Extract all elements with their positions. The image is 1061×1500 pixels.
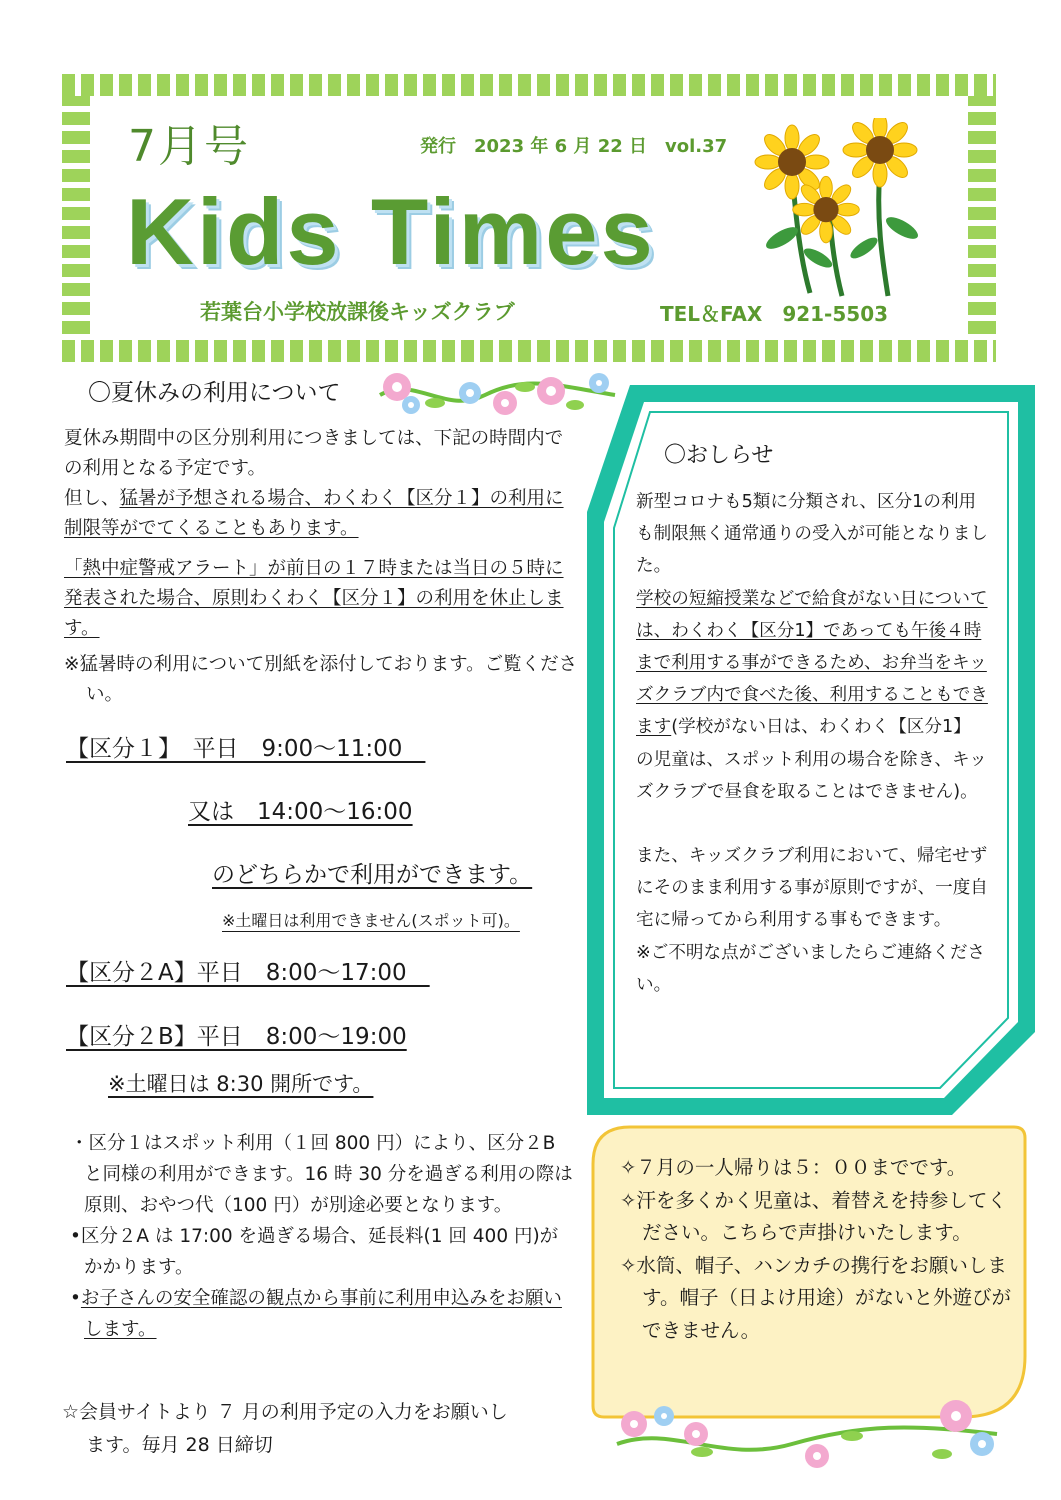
club-name: 若葉台小学校放課後キッズクラブ bbox=[200, 300, 515, 324]
schedule-k1-alt: 又は 14:00～16:00 bbox=[188, 799, 413, 825]
summer-warning bbox=[64, 484, 576, 544]
heat-note: ※猛暑時の利用について別紙を添付しております。ご覧ください。 bbox=[64, 654, 578, 705]
notice-lunch: 学校の短縮授業などで給食がない日については、わくわく【区分1】であっても午後４時まで利用する事ができるため、お弁当をキッズクラブ内で食べた後、利用することもできます(学校がない日は、わくわく【区分1】の児童は、スポット利用の場合を除き、キッズクラブで昼食を取ることはできません)。 bbox=[636, 588, 988, 802]
notice-covid: 新型コロナも5類に分類され、区分1の利用も制限無く通常通りの受入が可能となりました。 bbox=[636, 492, 988, 577]
schedule-k1-either: のどちらかで利用ができます。 bbox=[212, 862, 533, 888]
reminder-list bbox=[620, 1152, 1018, 1347]
fee-bullets bbox=[64, 1128, 576, 1345]
warning-prefix: 但し、 bbox=[64, 488, 120, 509]
tel-fax: TEL＆FAX 921-5503 bbox=[660, 302, 889, 326]
heat-alert-text: 「熱中症警戒アラート」が前日の１７時または当日の５時に発表された場合、原則わくわく【区分１】の利用を休止します。 bbox=[64, 558, 564, 639]
bullet-extension: •区分２A は 17:00 を過ぎる場合、延長料(1 回 400 円)がかかります。 bbox=[70, 1226, 559, 1278]
reminder-items: ✧水筒、帽子、ハンカチの携行をお願いします。帽子（日よけ用途）がないと外遊びができません。 bbox=[620, 1253, 1011, 1342]
bullet-apply: •お子さんの安全確認の観点から事前に利用申込みをお願いします。 bbox=[70, 1288, 562, 1340]
schedule-k2a: 【区分２A】平日 8:00～17:00 bbox=[66, 960, 430, 986]
morning-glory-vine-bottom-icon bbox=[612, 1394, 1002, 1474]
schedule-k1: 【区分１】 平日 9:00～11:00 bbox=[66, 736, 426, 762]
reminder-clothes: ✧汗を多くかく児童は、着替えを持参してください。こちらで声掛けいたします。 bbox=[620, 1188, 1007, 1244]
summer-heading: 〇夏休みの利用について bbox=[88, 380, 341, 406]
newsletter-title: Kids Times bbox=[126, 179, 656, 284]
publication-info: 発行 2023 年 6 月 22 日 vol.37 bbox=[420, 136, 728, 157]
summer-intro: 夏休み期間中の区分別利用につきましては、下記の時間内での利用となる予定です。 bbox=[64, 428, 564, 479]
member-site-line1: ☆会員サイトより ７ 月の利用予定の入力をお願いし bbox=[62, 1401, 508, 1423]
member-site-note bbox=[62, 1396, 582, 1462]
reminder-go-home: ✧７月の一人帰りは５：００までです。 bbox=[620, 1156, 967, 1179]
notice-contact: ※ご不明な点がございましたらご連絡ください。 bbox=[636, 942, 986, 995]
saturday-note: ※土曜日は 8:30 開所です。 bbox=[108, 1072, 374, 1096]
notice-return-home: また、キッズクラブ利用において、帰宅せずにそのまま利用する事が原則ですが、一度自宅に帰ってから利用する事もできます。 bbox=[636, 846, 988, 931]
schedule-k1-note: ※土曜日は利用できません(スポット可)。 bbox=[222, 911, 520, 930]
notice-heading: 〇おしらせ bbox=[664, 443, 774, 468]
notice-body bbox=[636, 486, 988, 1001]
sunflower-illustration bbox=[752, 118, 942, 298]
schedule-k2b: 【区分２B】平日 8:00～19:00 bbox=[66, 1024, 407, 1050]
bullet-spot: ・区分１はスポット利用（１回 800 円）により、区分２B と同様の利用ができます。16 時 30 分を過ぎる利用の際は原則、おやつ代（100 円）が別途必要となります。 bbox=[70, 1133, 573, 1216]
issue-label: 7月号 bbox=[128, 121, 250, 172]
member-site-line2: ます。毎月 28 日締切 bbox=[86, 1434, 273, 1456]
warning-text: 猛暑が予想される場合、わくわく【区分１】の利用に制限等がでてくることもあります。 bbox=[64, 488, 564, 539]
